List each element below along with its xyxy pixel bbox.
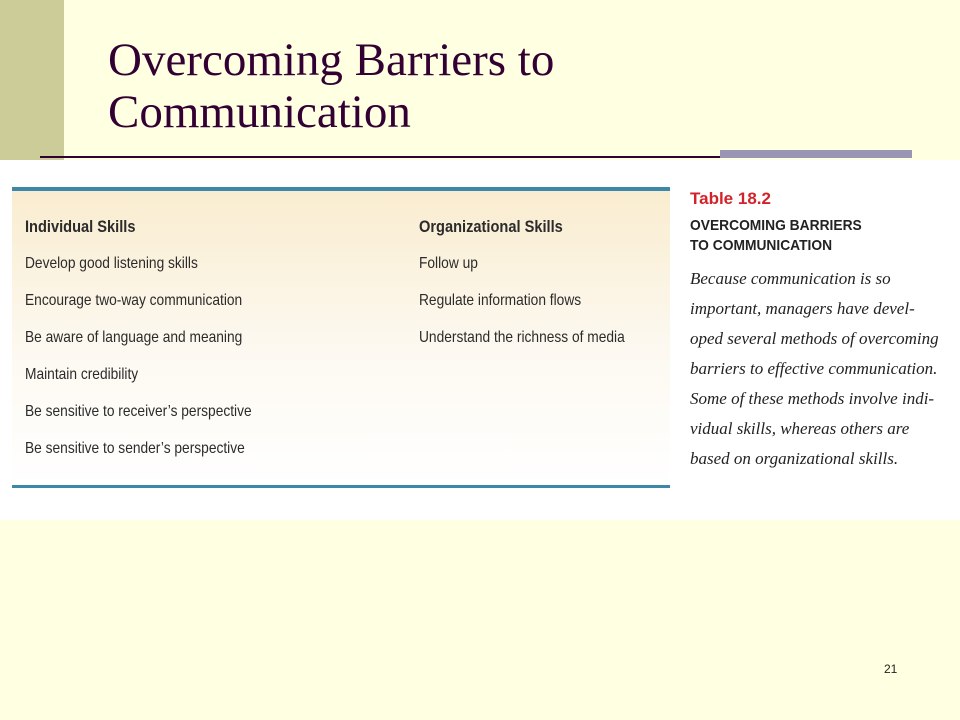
list-item: Develop good listening skills [25, 255, 198, 272]
column-header-individual: Individual Skills [25, 217, 136, 236]
caption-line: Some of these methods involve indi- [690, 389, 935, 408]
caption-line: important, managers have devel- [690, 299, 915, 318]
table-top-rule [12, 187, 670, 191]
list-item: Be aware of language and meaning [25, 329, 243, 346]
list-item: Follow up [419, 255, 478, 272]
list-item: Maintain credibility [25, 366, 139, 383]
list-item: Regulate information flows [419, 292, 582, 309]
caption-line: oped several methods of overcoming [690, 329, 939, 348]
caption-title-line-1: OVERCOMING BARRIERS [690, 217, 862, 234]
list-item: Be sensitive to sender’s perspective [25, 440, 245, 457]
list-item: Encourage two-way communication [25, 292, 243, 309]
slide-title-line-2: Communication [108, 86, 411, 138]
caption-title-line-2: TO COMMUNICATION [690, 237, 833, 254]
caption-title [690, 216, 937, 256]
individual-skills-column [25, 208, 289, 467]
table-number: Table 18.2 [690, 189, 771, 208]
caption-line: Because communication is so [690, 269, 891, 288]
page-number: 21 [884, 662, 898, 676]
caption-body [690, 264, 958, 474]
column-header-organizational: Organizational Skills [419, 217, 563, 236]
list-item: Be sensitive to receiver’s perspective [25, 403, 252, 420]
slide-title-line-1: Overcoming Barriers to [108, 34, 555, 86]
table-figure [0, 160, 960, 520]
decorative-left-bar [0, 0, 64, 160]
title-underline-accent [720, 150, 912, 158]
caption-line: based on organizational skills. [690, 449, 899, 468]
caption-line: vidual skills, whereas others are [690, 419, 910, 438]
list-item: Understand the richness of media [419, 329, 625, 346]
organizational-skills-column [419, 208, 658, 356]
slide-title [108, 34, 554, 138]
caption-line: barriers to effective communication. [690, 359, 938, 378]
table-bottom-rule [12, 485, 670, 488]
table-caption [690, 188, 958, 474]
